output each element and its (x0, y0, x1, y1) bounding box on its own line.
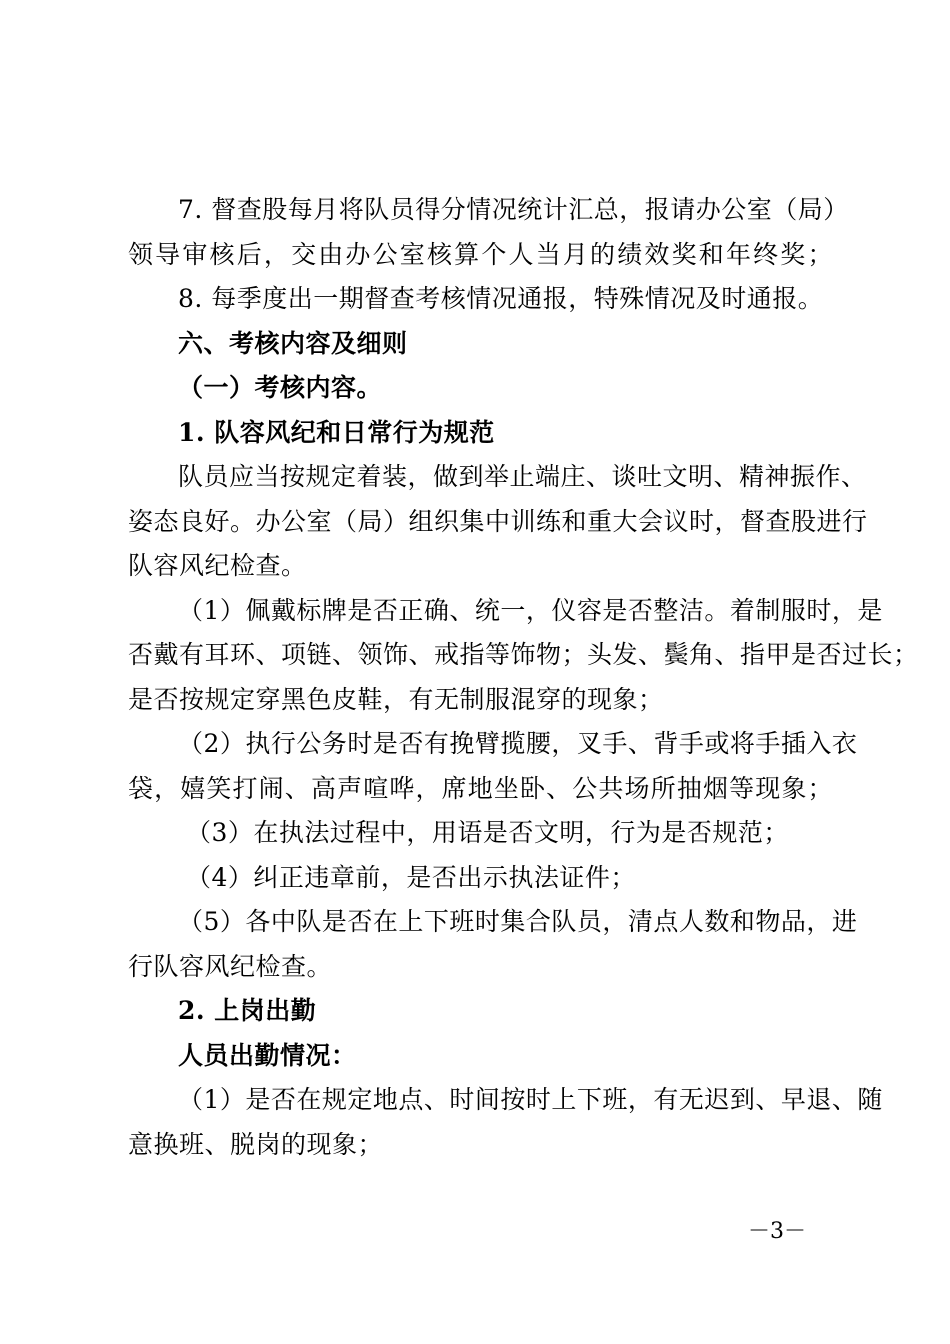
paragraph-8: 8. 每季度出一期督查考核情况通报，特殊情况及时通报。 (178, 284, 824, 313)
item-1-4: （4）纠正违章前，是否出示执法证件； (186, 863, 636, 892)
section-heading-6: 六、考核内容及细则 (178, 329, 408, 358)
item-1-1-line-1: （1）佩戴标牌是否正确、统一，仪容是否整洁。着制服时，是 (178, 596, 883, 625)
item-heading-1: 1. 队容风纪和日常行为规范 (178, 418, 495, 447)
paragraph-intro-line-1: 队员应当按规定着装，做到举止端庄、谈吐文明、精神振作、 (178, 462, 867, 491)
item-heading-2: 2. 上岗出勤 (178, 996, 317, 1025)
paragraph-7-line-1: 7. 督查股每月将队员得分情况统计汇总，报请办公室（局） (178, 195, 849, 224)
item-1-2-line-2: 袋，嬉笑打闹、高声喧哗，席地坐卧、公共场所抽烟等现象； (128, 774, 833, 803)
item-1-2-line-1: （2）执行公务时是否有挽臂揽腰，叉手、背手或将手插入衣 (178, 729, 858, 758)
paragraph-intro-line-2: 姿态良好。办公室（局）组织集中训练和重大会议时，督查股进行 (128, 507, 868, 536)
page-number: －3－ (748, 1219, 806, 1244)
attendance-heading: 人员出勤情况： (178, 1041, 357, 1070)
subsection-heading-1: （一）考核内容。 (178, 373, 383, 402)
paragraph-7-line-2: 领导审核后，交由办公室核算个人当月的绩效奖和年终奖； (128, 240, 833, 269)
item-1-3: （3）在执法过程中，用语是否文明，行为是否规范； (186, 818, 789, 847)
item-2-1-line-1: （1）是否在规定地点、时间按时上下班，有无迟到、早退、随 (178, 1085, 883, 1114)
item-1-1-line-2: 否戴有耳环、项链、领饰、戒指等饰物；头发、鬓角、指甲是否过长； (128, 640, 919, 669)
item-2-1-line-2: 意换班、脱岗的现象； (128, 1130, 384, 1159)
item-1-5-line-1: （5）各中队是否在上下班时集合队员，清点人数和物品，进 (178, 907, 858, 936)
paragraph-intro-line-3: 队容风纪检查。 (128, 551, 307, 580)
item-1-5-line-2: 行队容风纪检查。 (128, 952, 333, 981)
item-1-1-line-3: 是否按规定穿黑色皮鞋，有无制服混穿的现象； (128, 685, 664, 714)
